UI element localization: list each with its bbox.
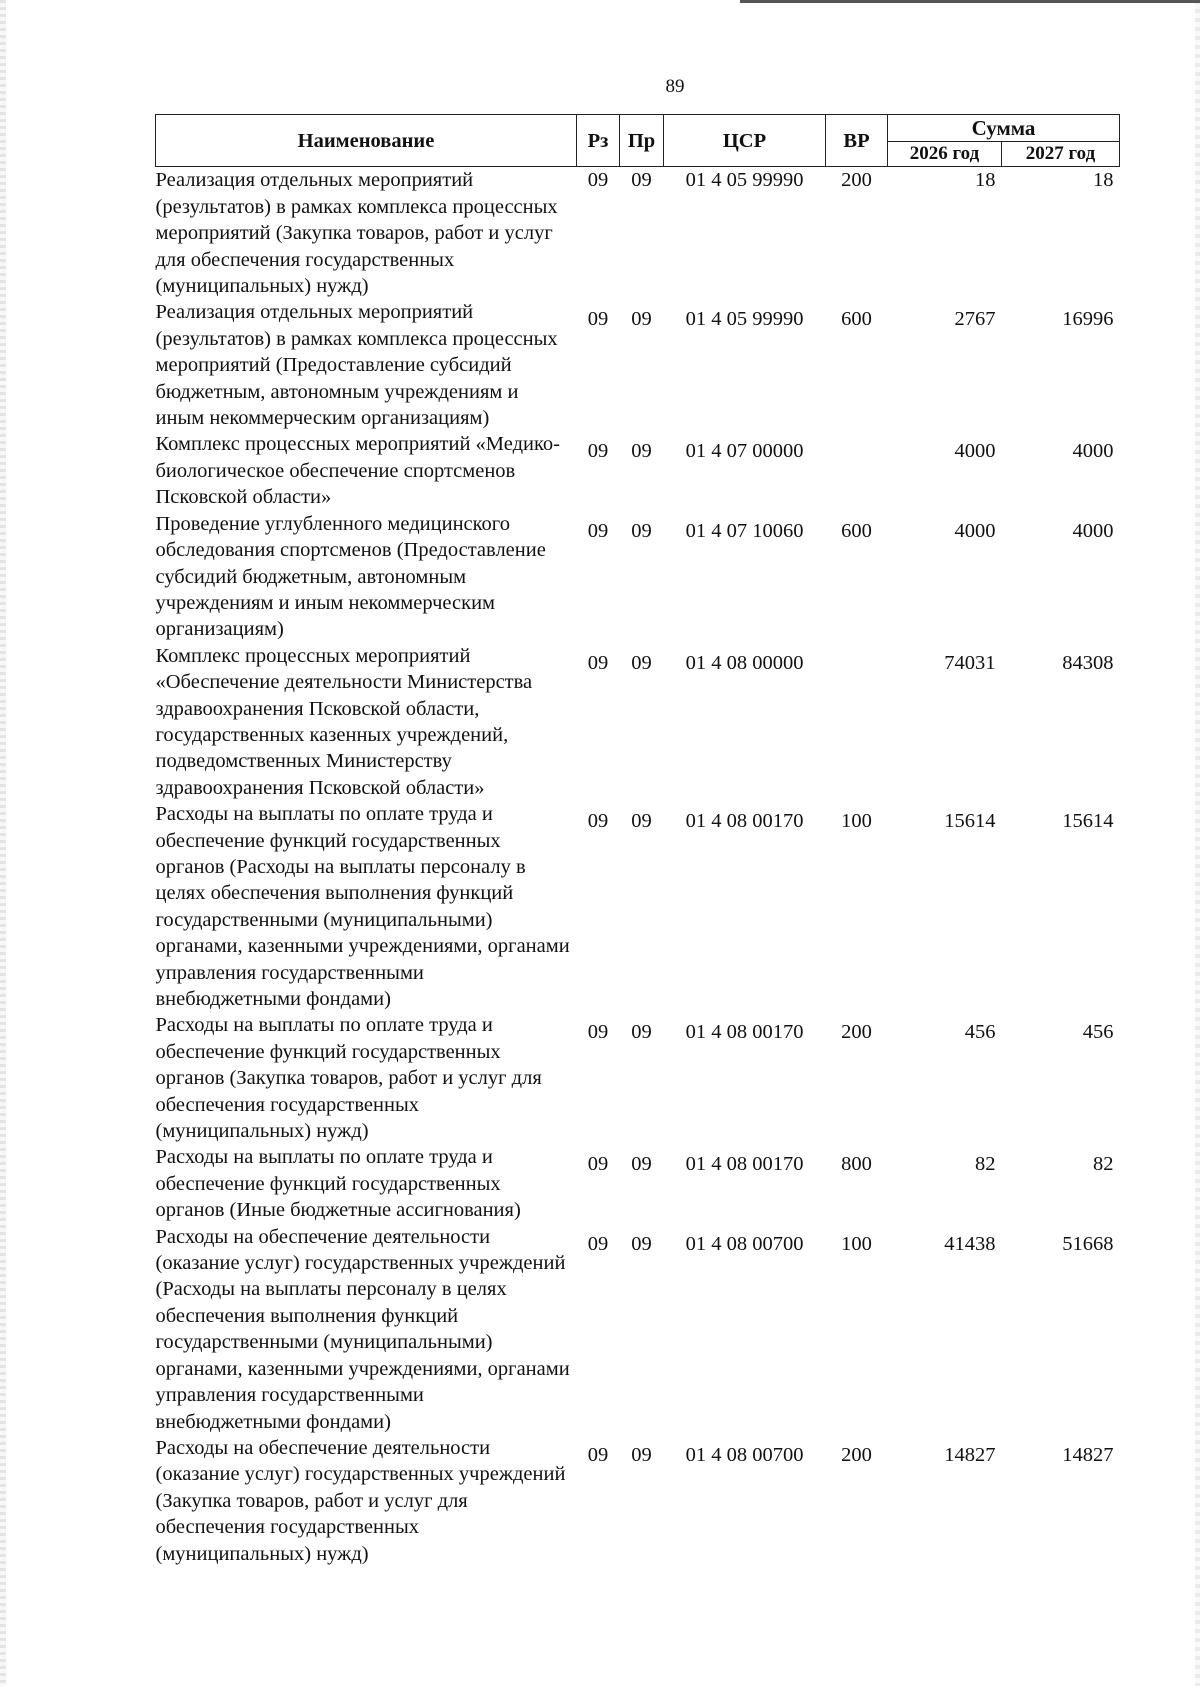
header-vr: ВР [826, 115, 888, 167]
row-vr: 200 [841, 169, 872, 192]
row-pr: 09 [631, 1443, 652, 1466]
scan-edge-top [740, 0, 1200, 3]
row-vr: 800 [841, 1153, 872, 1176]
table-row [156, 511, 1120, 643]
row-name: Расходы на выплаты по оплате труда и обеспечение функций государственных органов (Расходы на выплаты персоналу в целях обеспечения выполнения функций государственными (муниципальными) органами, казенными учреждениями, органами управления государственными внебюджетными фондами) [155, 803, 570, 1010]
row-rz: 09 [587, 651, 609, 674]
row-vr: 600 [841, 519, 872, 542]
row-sum-2027: 82 [1093, 1153, 1114, 1176]
row-name: Проведение углубленного медицинского обследования спортсменов (Предоставление субсидий бюджетным, автономным учреждениям и иным некоммерческим организациям) [155, 512, 546, 641]
header-rz: Рз [577, 115, 620, 167]
row-sum-2026: 15614 [944, 810, 996, 833]
row-pr: 09 [631, 1153, 652, 1176]
row-sum-2026: 14827 [944, 1443, 996, 1466]
row-sum-2027: 16996 [1062, 308, 1114, 331]
table-row [156, 1012, 1120, 1144]
row-csr: 01 4 07 00000 [685, 440, 804, 463]
row-vr: 200 [841, 1443, 872, 1466]
scan-edge-right [1195, 0, 1200, 1686]
row-sum-2026: 2767 [954, 308, 996, 331]
row-vr: 100 [841, 1232, 872, 1255]
row-csr: 01 4 08 00170 [685, 1153, 804, 1176]
budget-table [155, 114, 1120, 1567]
header-csr: ЦСР [664, 115, 826, 167]
row-vr [826, 643, 888, 801]
row-sum-2027: 456 [1082, 1021, 1114, 1044]
row-name: Комплекс процессных мероприятий «Обеспечение деятельности Министерства здравоохранения Псковской области, государственных казенных учреждений, подведомственных Министерству здравоохранения Псковской области» [155, 644, 533, 799]
row-pr: 09 [631, 169, 652, 192]
row-name: Расходы на обеспечение деятельности (оказание услуг) государственных учреждений (Расходы на выплаты персоналу в целях обеспечения выполнения функций государственными (муниципальными) органами, казенными учреждениями, органами управления государственными внебюджетными фондами) [155, 1225, 570, 1433]
table-body [156, 167, 1120, 1567]
row-name: Расходы на обеспечение деятельности (оказание услуг) государственных учреждений (Закупка товаров, работ и услуг для обеспечения государственных (муниципальных) нужд) [155, 1436, 566, 1565]
row-sum-2026: 4000 [954, 519, 996, 542]
row-sum-2027: 84308 [1062, 651, 1114, 674]
table-header [156, 115, 1120, 167]
row-sum-2027: 4000 [1072, 440, 1114, 463]
row-sum-2027: 51668 [1062, 1232, 1114, 1255]
table-row [156, 1435, 1120, 1567]
header-year-2026: 2026 год [888, 142, 1002, 167]
row-sum-2027: 4000 [1072, 519, 1114, 542]
row-name: Расходы на выплаты по оплате труда и обеспечение функций государственных органов (Закупка товаров, работ и услуг для обеспечения государственных (муниципальных) нужд) [155, 1014, 542, 1143]
row-pr: 09 [631, 308, 652, 331]
row-sum-2026: 18 [975, 169, 996, 192]
table-row [156, 167, 1120, 300]
row-rz: 09 [587, 1232, 609, 1255]
row-csr: 01 4 05 99990 [685, 169, 804, 192]
row-name: Комплекс процессных мероприятий «Медико-биологическое обеспечение спортсменов Псковской области» [155, 433, 560, 509]
row-csr: 01 4 08 00000 [685, 651, 804, 674]
row-rz: 09 [587, 1443, 609, 1466]
header-sum: Сумма [888, 115, 1120, 142]
table-row [156, 1224, 1120, 1435]
row-pr: 09 [631, 519, 652, 542]
row-name: Реализация отдельных мероприятий (результатов) в рамках комплекса процессных мероприятий (Закупка товаров, работ и услуг для обеспечения государственных (муниципальных) нужд) [155, 169, 558, 298]
row-sum-2026: 74031 [944, 651, 996, 674]
row-sum-2026: 41438 [944, 1232, 996, 1255]
row-sum-2026: 82 [975, 1153, 996, 1176]
scan-edge-left [0, 0, 6, 1686]
row-pr: 09 [631, 1232, 652, 1255]
row-sum-2026: 456 [964, 1021, 996, 1044]
row-sum-2027: 18 [1093, 169, 1114, 192]
row-vr: 100 [841, 810, 872, 833]
header-year-2027: 2027 год [1002, 142, 1120, 167]
table-row [156, 299, 1120, 431]
page-number: 89 [665, 76, 685, 97]
table-row [156, 431, 1120, 510]
row-rz: 09 [587, 169, 609, 192]
row-csr: 01 4 05 99990 [685, 308, 804, 331]
row-rz: 09 [587, 810, 609, 833]
row-name: Расходы на выплаты по оплате труда и обеспечение функций государственных органов (Иные бюджетные ассигнования) [155, 1146, 521, 1222]
row-name: Реализация отдельных мероприятий (результатов) в рамках комплекса процессных мероприятий (Предоставление субсидий бюджетным, автономным учреждениям и иным некоммерческим организациям) [155, 301, 558, 430]
row-pr: 09 [631, 440, 652, 463]
row-rz: 09 [587, 440, 609, 463]
document-page [155, 114, 1119, 1567]
header-name: Наименование [156, 115, 577, 167]
row-sum-2027: 14827 [1062, 1443, 1114, 1466]
row-sum-2027: 15614 [1062, 810, 1114, 833]
row-csr: 01 4 08 00170 [685, 1021, 804, 1044]
row-vr [826, 431, 888, 510]
row-csr: 01 4 08 00700 [685, 1232, 804, 1255]
row-pr: 09 [631, 651, 652, 674]
row-rz: 09 [587, 1021, 609, 1044]
row-pr: 09 [631, 1021, 652, 1044]
row-vr: 200 [841, 1021, 872, 1044]
table-row [156, 643, 1120, 801]
row-pr: 09 [631, 810, 652, 833]
row-sum-2026: 4000 [954, 440, 996, 463]
row-rz: 09 [587, 308, 609, 331]
table-row [156, 1144, 1120, 1223]
row-csr: 01 4 07 10060 [685, 519, 804, 542]
row-rz: 09 [587, 1153, 609, 1176]
table-row [156, 801, 1120, 1012]
header-pr: Пр [620, 115, 664, 167]
row-rz: 09 [587, 519, 609, 542]
row-vr: 600 [841, 308, 872, 331]
row-csr: 01 4 08 00170 [685, 810, 804, 833]
row-csr: 01 4 08 00700 [685, 1443, 804, 1466]
